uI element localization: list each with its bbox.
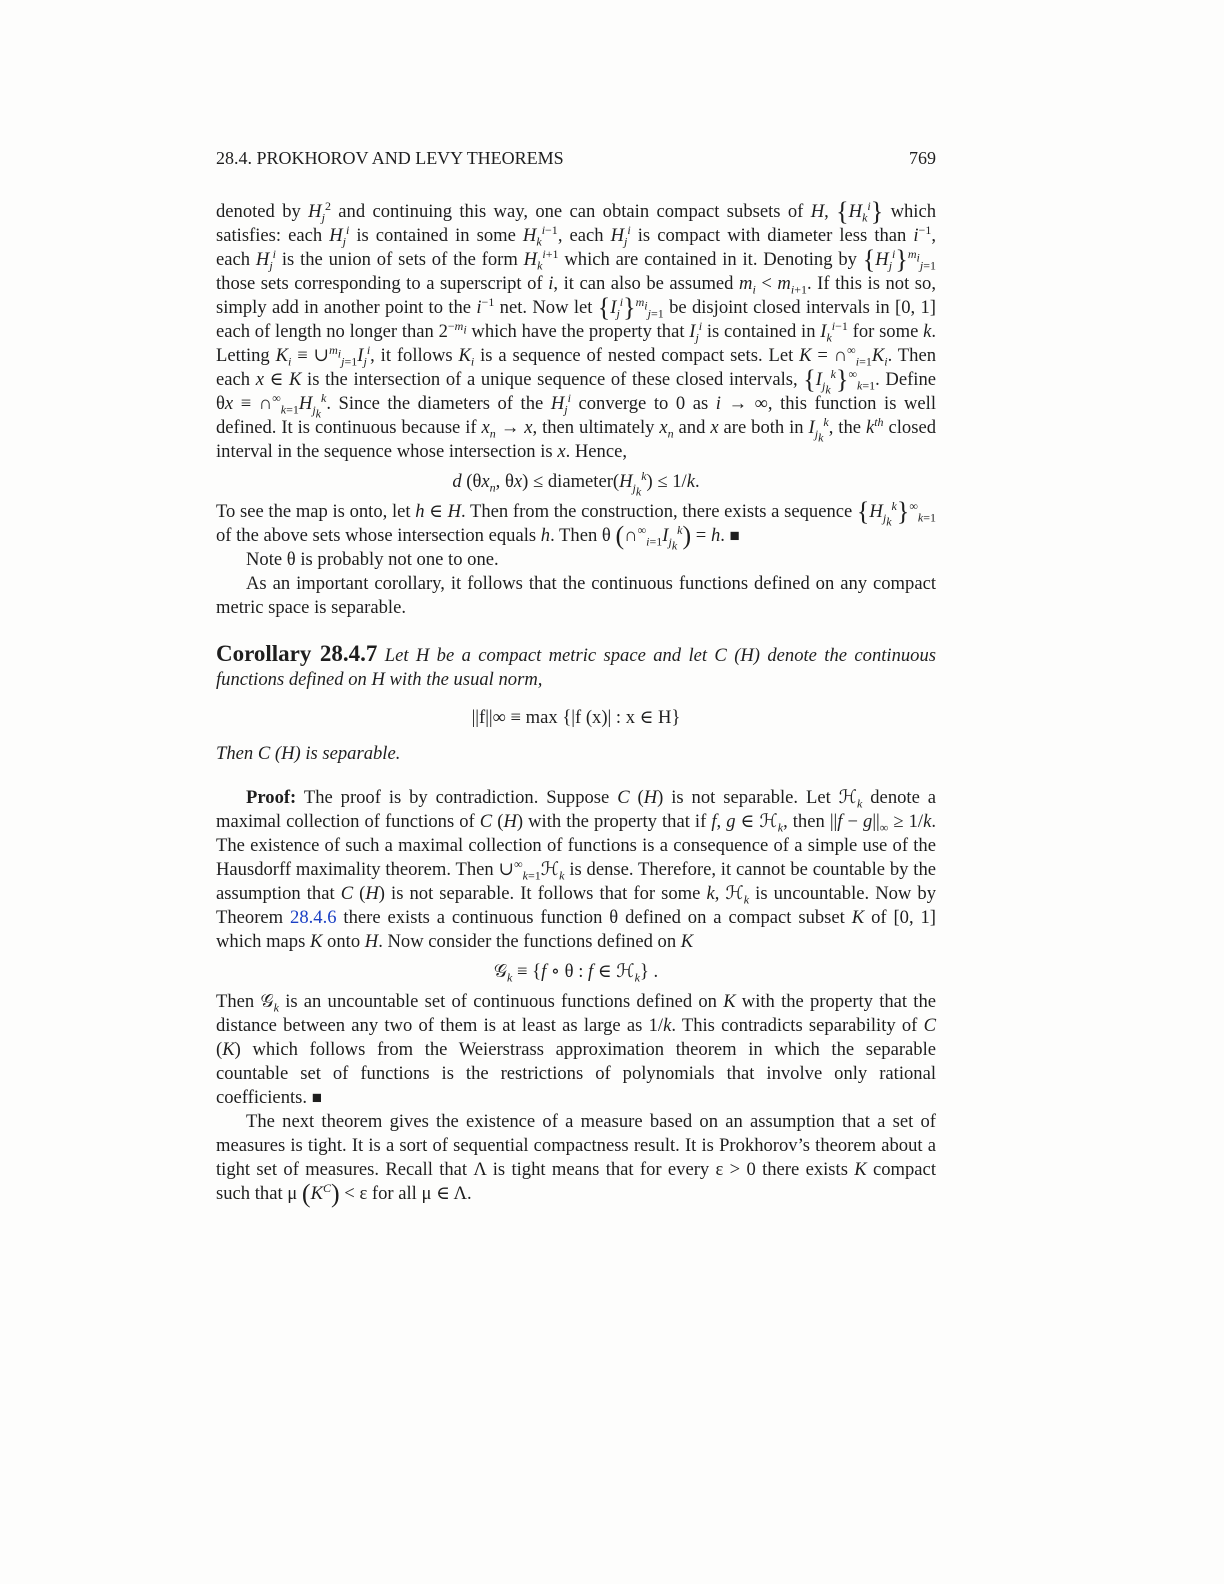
proof-paragraph: Proof: The proof is by contradiction. Suppose C (H) is not separable. Let ℋ$_k$ denote a maximal collection of functions of C (H) with the property that if f, g ∈ ℋ$_k$, then $||f - g||_\infty \ge 1/k$. The existence of such a maximal collection of functions is a consequence of a simple use of the Hausdorff maximality theorem. Then $\cup^\infty_{k=1}ℋ_k$ is dense. Therefore, it cannot be countable by the assumption that C (H) is not separable. It follows that for some k, ℋ$_k$ is uncountable. Now by Theorem 28.4.6 there exists a continuous function θ defined on a compact subset K of [0, 1] which maps K onto H. Now consider the functions defined on K — [216, 787, 937, 952]
norm-equation: ||f||∞ ≡ max {|f (x)| : x ∈ H} — [471, 707, 681, 728]
display-equation: 𝒢$_k$ ≡ {f ∘ θ : f ∈ ℋ$_k$} . — [493, 961, 659, 985]
page-number: 769 — [909, 148, 936, 168]
corollary-text: Let H be a compact metric space and let C (H) denote the continuous functions defined on H with the usual norm, — [216, 645, 936, 690]
theorem-reference-link[interactable]: 28.4.6 — [290, 907, 337, 928]
section-title: 28.4. PROKHOROV AND LEVY THEOREMS — [216, 148, 564, 168]
corollary-statement — [216, 642, 936, 692]
page-content — [216, 146, 936, 1206]
paragraph: denoted by $H_j^2$ and continuing this way, one can obtain compact subsets of H, $\{H_k^i\}$ which satisfies: each $H_j^i$ is contained in some $H_k^{i-1}$, each $H_j^i$ is compact with diameter less than $i^{-1}$, each $H_j^i$ is the union of sets of the form $H_k^{i+1}$ which are contained in it. Denoting by $\{H_j^i\}^{m_i}_{j=1}$ those sets corresponding to a superscript of i, it can also be assumed $m_i < m_{i+1}$. If this is not so, simply add in another point to the $i^{-1}$ net. Now let $\{I_j^i\}^{m_i}_{j=1}$ be disjoint closed intervals in [0, 1] each of length no longer than $2^{-m_i}$ which have the property that $I_j^i$ is contained in $I_k^{i-1}$ for some k. Letting $K_i$ ≡ $\cup^{m_i}_{j=1}I_j^i$, it follows $K_i$ is a sequence of nested compact sets. Let $K = \cap^\infty_{i=1}K_i$. Then each x ∈ K is the intersection of a unique sequence of these closed intervals, $\{I_{j_k}^k\}^\infty_{k=1}$. Define $\theta x \equiv \cap^\infty_{k=1}H_{j_k}^k$. Since the diameters of the $H_j^i$ converge to 0 as i → ∞, this function is well defined. It is continuous because if $x_n \to x$, then ultimately $x_n$ and x are both in $I_{j_k}^k$, the $k^{th}$ closed interval in the sequence whose intersection is x. Hence, — [216, 197, 937, 462]
paragraph: To see the map is onto, let h ∈ H. Then from the construction, there exists a sequence $\{H_{j_k}^k\}^\infty_{k=1}$ of the above sets whose intersection equals h. Then θ $(\cap^\infty_{i=1}I_{j_k}^k) = h$. ■ — [216, 497, 936, 553]
display-equation: d ($\theta x_n$, $\theta x) \le diameter(H_{j_k}^k) \le 1/k$. — [452, 468, 700, 499]
paragraph: The next theorem gives the existence of a measure based on an assumption that a set of measures is tight. It is a sort of sequential compactness result. It is Prokhorov’s theorem about a tight set of measures. Recall that Λ is tight means that for every ε > 0 there exists K compact such that μ $(K^C) < \varepsilon$ for all μ ∈ Λ. — [216, 1111, 936, 1208]
paragraph: Note θ is probably not one to one. — [246, 549, 499, 570]
corollary-conclusion: Then C (H) is separable. — [216, 743, 401, 764]
proof-label: Proof: — [246, 787, 297, 808]
paragraph: Then 𝒢$_k$ is an uncountable set of continuous functions defined on K with the property that the distance between any two of them is at least as large as 1/k. This contradicts separability of C (K) which follows from the Weierstrass approximation theorem in which the separable countable set of functions is the restrictions of polynomials that involve only rational coefficients. ■ — [216, 991, 936, 1108]
corollary-label: Corollary 28.4.7 — [216, 641, 378, 666]
running-header — [216, 146, 936, 170]
paragraph: As an important corollary, it follows that the continuous functions defined on any compact metric space is separable. — [216, 573, 936, 618]
